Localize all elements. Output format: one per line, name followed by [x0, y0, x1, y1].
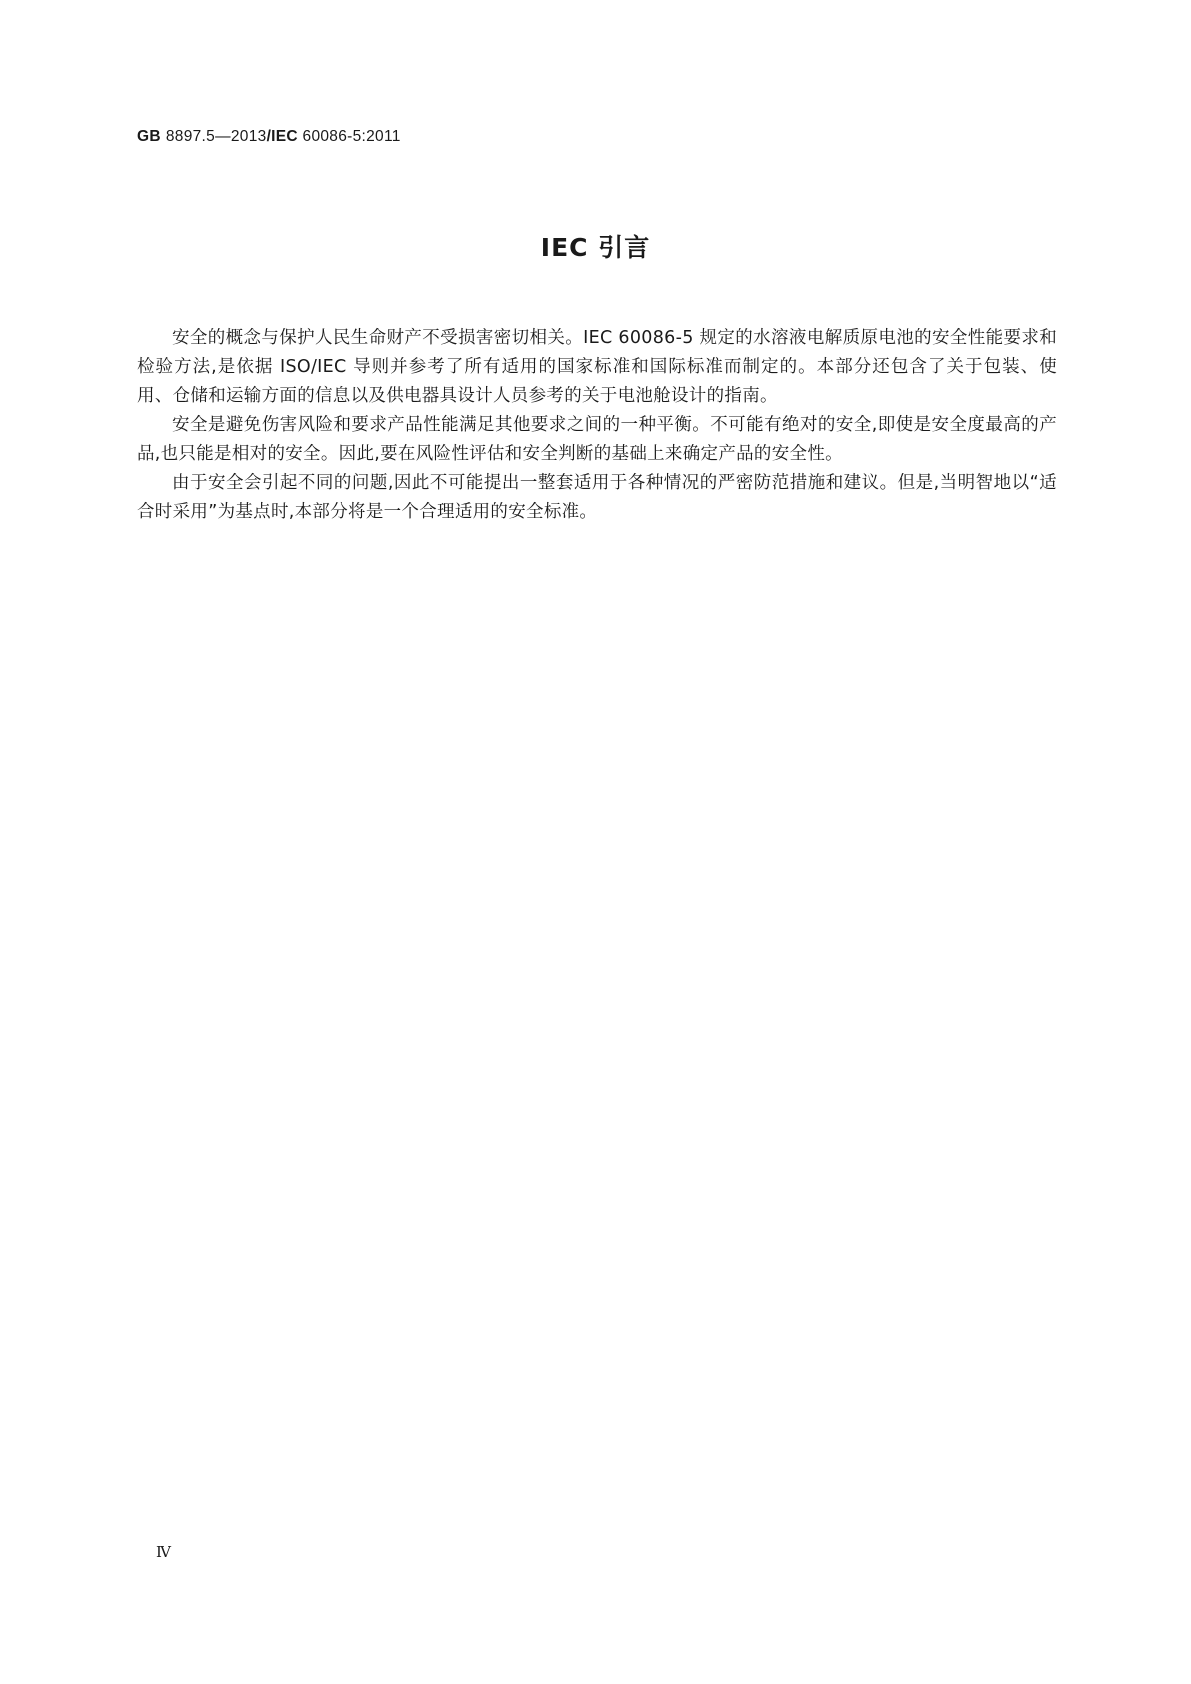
header-gb-number: 8897.5—2013 [165, 128, 267, 145]
paragraph-3: 由于安全会引起不同的问题,因此不可能提出一整套适用于各种情况的严密防范措施和建议。但是,当明智地以“适合时采用”为基点时,本部分将是一个合理适用的安全标准。 [137, 473, 1057, 522]
header-gb-prefix: GB [137, 128, 161, 145]
paragraph-1: 安全的概念与保护人民生命财产不受损害密切相关。IEC 60086-5 规定的水溶液电解质原电池的安全性能要求和检验方法,是依据 ISO/IEC 导则并参考了所有适用的国家标准和国际标准而制定的。本部分还包含了关于包装、使用、仓储和运输方面的信息以及供电器具设计人员参考的关于电池舱设计的指南。 [137, 328, 1057, 406]
header-separator: /IEC [266, 128, 298, 145]
page-title: IEC 引言 [540, 233, 651, 262]
body-text [137, 324, 1057, 527]
document-header [137, 128, 401, 146]
page-number: Ⅳ [156, 1543, 171, 1561]
paragraph-2: 安全是避免伤害风险和要求产品性能满足其他要求之间的一种平衡。不可能有绝对的安全,即使是安全度最高的产品,也只能是相对的安全。因此,要在风险性评估和安全判断的基础上来确定产品的安全性。 [137, 415, 1057, 464]
header-iec-number: 60086-5:2011 [302, 128, 401, 145]
